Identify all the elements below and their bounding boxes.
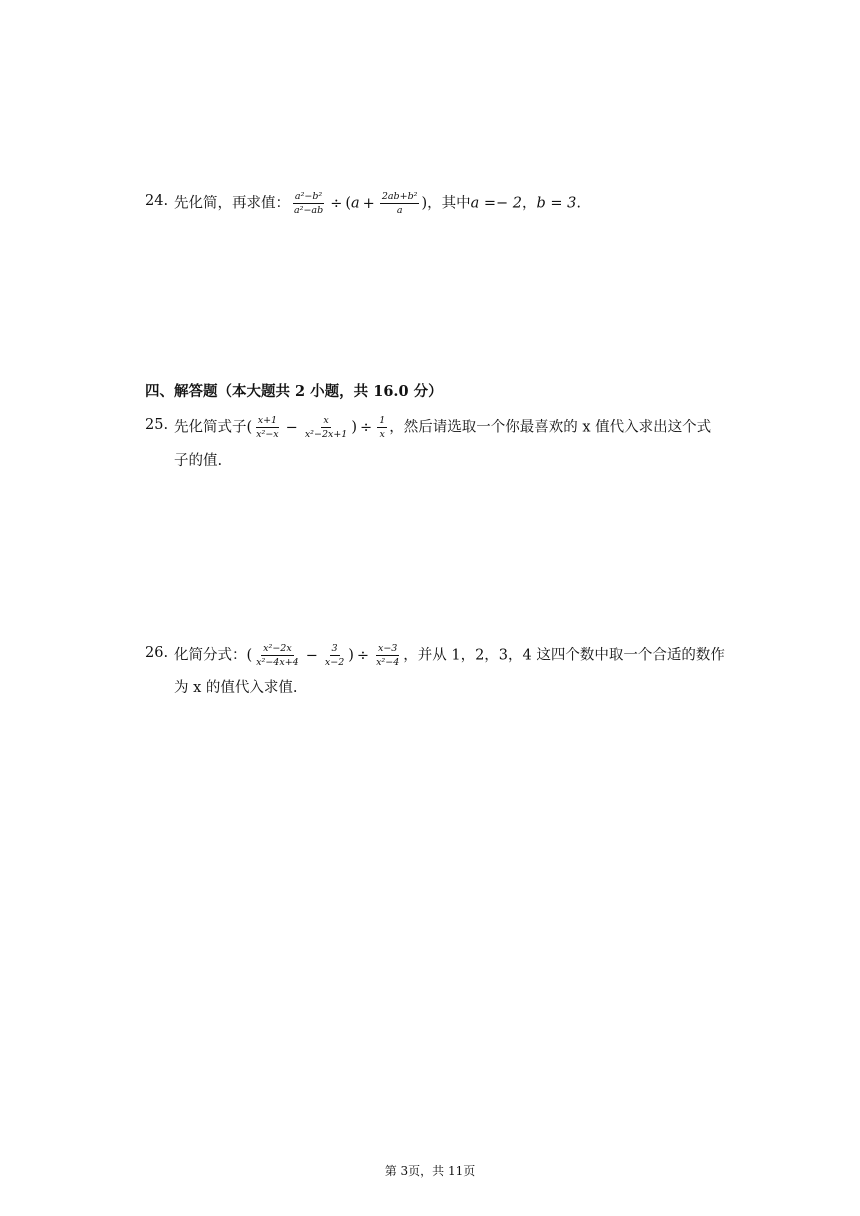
condition-a: a =− 2 [470, 195, 523, 212]
question-number: 25. [145, 417, 169, 433]
paren: ) [351, 419, 358, 436]
section-heading: 四、解答题（本大题共 2 小题，共 16.0 分） [145, 383, 443, 400]
divide-sign: ÷ [360, 419, 373, 436]
question-26-line2: 为 x 的值代入求值. [174, 680, 298, 696]
question-25-line2: 子的值. [174, 453, 223, 469]
fraction: $\frac{\text{a²−b²}}{\text{a²−ab}}$ [294, 191, 324, 216]
divide-sign: ÷ [330, 195, 343, 212]
fraction: $\frac{x-3}{\text{x²−4}}$ [376, 643, 400, 668]
page-footer: 第 3页，共 11页 [384, 1164, 476, 1178]
fraction: $\frac{1}{x}$ [379, 415, 386, 440]
paren: ) [421, 195, 428, 212]
fraction: $\frac{x}{\text{x²−2x+1}}$ [304, 415, 348, 440]
question-body [174, 643, 725, 668]
paren: ( [246, 647, 253, 664]
divide-sign: ÷ [356, 647, 370, 664]
fraction: $\frac{\text{x²−2x}}{\text{x²−4x+4}}$ [256, 643, 299, 668]
question-text: ，其中 [427, 195, 471, 212]
question-text: ，并从 1，2，3，4 这四个数中取一个合适的数作 [403, 647, 725, 664]
minus-sign: − [285, 419, 298, 436]
question-text: 化简分式： [174, 647, 247, 664]
paren: ( [246, 419, 253, 436]
question-body [174, 415, 711, 440]
minus-sign: − [305, 647, 318, 664]
paren: ) [348, 647, 354, 664]
question-number: 26. [145, 645, 169, 661]
fraction: $\frac{3}{x-2}$ [324, 643, 345, 668]
condition-b: b = 3 [536, 195, 577, 212]
fraction: $\frac{x+1}{\text{x²−x}}$ [256, 415, 279, 440]
question-number: 24. [145, 193, 169, 209]
question-text: 先化简，再求值： [174, 195, 290, 212]
question-body [174, 191, 581, 216]
question-text: ，然后请选取一个你最喜欢的 x 值代入求出这个式 [389, 419, 712, 436]
plus-sign: + [362, 195, 375, 212]
fraction: $\frac{\text{2ab+b²}}{a}$ [381, 191, 418, 216]
period: . [576, 195, 582, 212]
separator: ， [522, 195, 537, 212]
paren: ( [345, 195, 352, 212]
question-text: 先化简式子 [174, 419, 247, 436]
variable-a: a [351, 195, 360, 212]
